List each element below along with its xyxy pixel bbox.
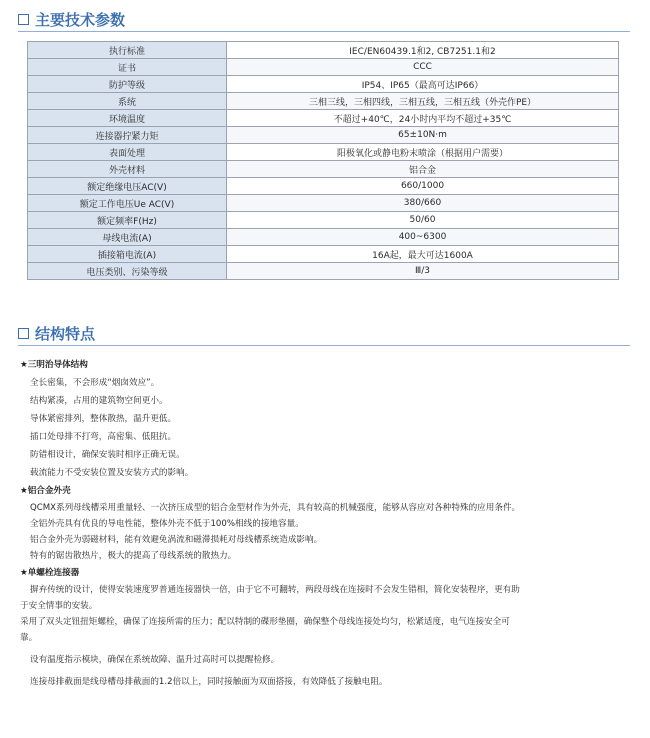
table-row (28, 76, 619, 93)
feature-line: QCMX系列母线槽采用重量轻、一次挤压成型的铝合金型材作为外壳，具有较高的机械强度，能够从容应对各种特殊的应用条件。 (30, 503, 521, 513)
row-value: 65±10N·m (227, 127, 619, 144)
table-row (28, 178, 619, 195)
table-row (28, 42, 619, 59)
row-label: 额定频率F(Hz) (28, 212, 227, 229)
feature-line: 于安全情事的安装。 (20, 601, 98, 611)
feature-line: 载流能力不受安装位置及安装方式的影响。 (30, 468, 194, 478)
feature-line: 全长密集，不会形成“烟囱效应”。 (30, 378, 160, 388)
section-header-specs (18, 9, 125, 30)
feature-heading: ★单螺栓连接器 (20, 568, 80, 578)
table-row (28, 144, 619, 161)
row-value: IP54、IP65（最高可达IP66） (227, 76, 619, 93)
section-divider (18, 31, 630, 32)
feature-line: 靠。 (20, 633, 38, 643)
row-value: Ⅲ/3 (227, 263, 619, 280)
feature-line: 连接母排截面是线母槽母排截面的1.2倍以上，同时接触面为双面搭接，有效降低了接触电阻。 (30, 677, 388, 687)
section-header-features (18, 323, 95, 344)
table-row (28, 229, 619, 246)
row-value: 50/60 (227, 212, 619, 229)
row-label: 系统 (28, 93, 227, 110)
feature-line: 铝合金外壳为弱磁材料，能有效避免涡流和磁滞损耗对母线槽系统造成影响。 (30, 535, 323, 545)
row-label: 证书 (28, 59, 227, 76)
table-row (28, 127, 619, 144)
row-label: 额定工作电压Ue AC(V) (28, 195, 227, 212)
row-label: 电压类别、污染等级 (28, 263, 227, 280)
square-bullet-icon (18, 14, 29, 25)
row-value: 380/660 (227, 195, 619, 212)
row-label: 执行标准 (28, 42, 227, 59)
table-row (28, 195, 619, 212)
feature-line: 结构紧凑，占用的建筑物空间更小。 (30, 396, 168, 406)
row-label: 环境温度 (28, 110, 227, 127)
row-value: 不超过+40℃，24小时内平均不超过+35℃ (227, 110, 619, 127)
feature-line: 设有温度指示模块，确保在系统故障、温升过高时可以提醒检修。 (30, 655, 280, 665)
feature-line: 摒弃传统的设计，使得安装速度罗普通连接器快一倍，由于它不可翻转，两段母线在连接时不会发生错相，简化安装程序，更有助 (30, 585, 520, 595)
table-row (28, 93, 619, 110)
row-value: 660/1000 (227, 178, 619, 195)
section-title-specs: 主要技术参数 (35, 11, 126, 29)
table-row (28, 59, 619, 76)
feature-line: 采用了双头定钮扭矩螺栓，确保了连接所需的压力；配以特制的碟形垫圈，确保整个母线连接处均匀，松紧适度，电气连接安全可 (20, 617, 510, 627)
row-value: 铝合金 (227, 161, 619, 178)
features-block (20, 356, 620, 690)
row-value: 16A起，最大可达1600A (227, 246, 619, 263)
feature-line: 全铝外壳具有优良的导电性能，整体外壳不低于100%相线的接地容量。 (30, 519, 304, 529)
table-row (28, 212, 619, 229)
row-label: 插接箱电流(A) (28, 246, 227, 263)
feature-heading: ★铝合金外壳 (20, 486, 71, 496)
feature-line: 特有的锯齿散热片，极大的提高了母线系统的散热力。 (30, 551, 237, 561)
row-label: 防护等级 (28, 76, 227, 93)
section-title-features: 结构特点 (35, 325, 96, 343)
table-row (28, 263, 619, 280)
row-value: IEC/EN60439.1和2, CB7251.1和2 (227, 42, 619, 59)
row-value: 400~6300 (227, 229, 619, 246)
row-value: 阳极氧化或静电粉末喷涂（根据用户需要） (227, 144, 619, 161)
spec-table (27, 41, 619, 280)
table-row (28, 110, 619, 127)
row-label: 额定绝缘电压AC(V) (28, 178, 227, 195)
row-label: 母线电流(A) (28, 229, 227, 246)
row-value: 三相三线，三相四线，三相五线，三相五线（外壳作PE） (227, 93, 619, 110)
row-label: 连接器拧紧力矩 (28, 127, 227, 144)
square-bullet-icon (18, 328, 29, 339)
table-row (28, 161, 619, 178)
row-label: 外壳材料 (28, 161, 227, 178)
row-value: CCC (227, 59, 619, 76)
feature-line: 防错相设计，确保安装时相序正确无误。 (30, 450, 185, 460)
feature-line: 导体紧密排列，整体散热，温升更低。 (30, 414, 177, 424)
row-label: 表面处理 (28, 144, 227, 161)
section-divider (18, 345, 630, 346)
table-row (28, 246, 619, 263)
feature-heading: ★三明治导体结构 (20, 360, 88, 370)
feature-line: 插口处母排不打弯，高密集、低阻抗。 (30, 432, 177, 442)
